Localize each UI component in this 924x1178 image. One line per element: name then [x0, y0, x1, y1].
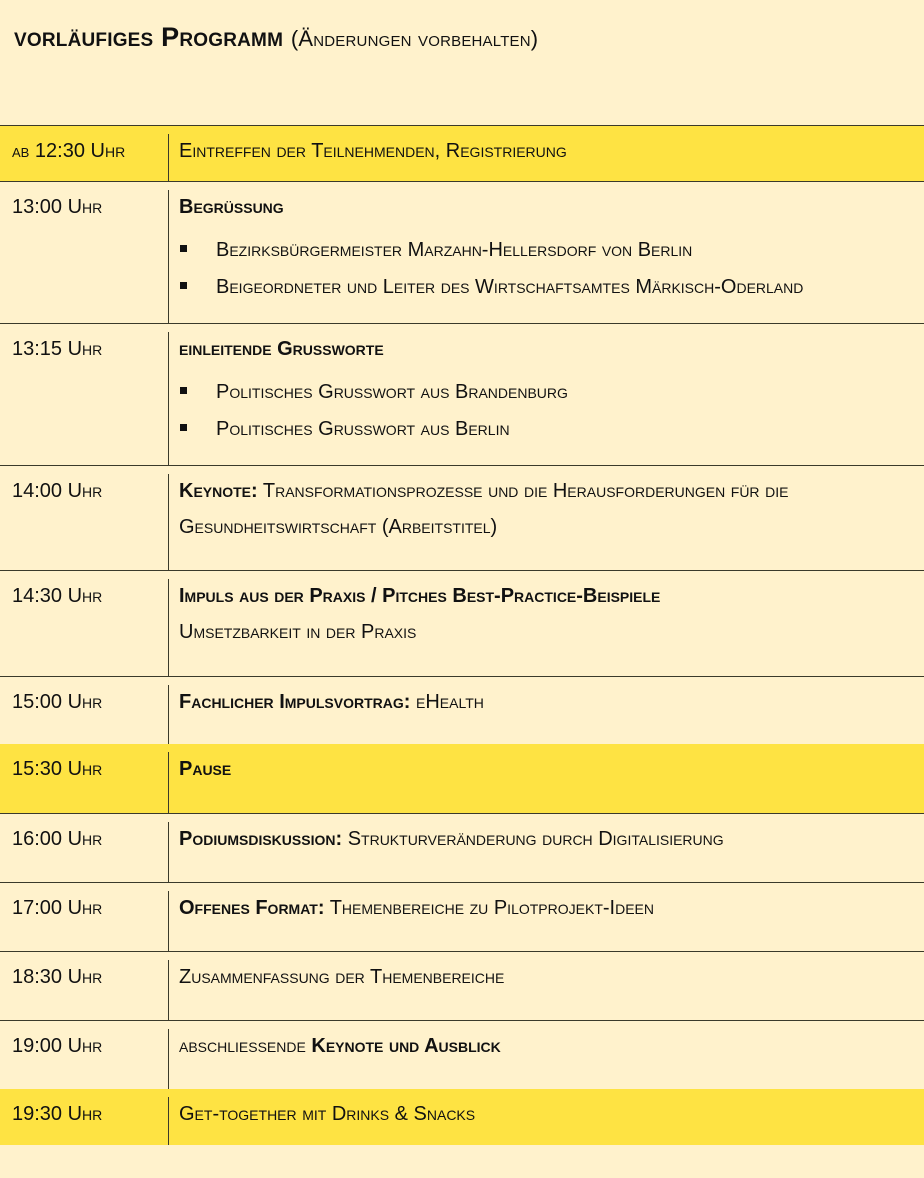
row-time: 13:15 Uhr	[12, 338, 103, 360]
bullet-square-icon	[180, 424, 187, 431]
column-divider	[168, 332, 169, 465]
program-row-1930	[0, 1089, 924, 1145]
row-time: 15:30 Uhr	[12, 758, 103, 780]
program-table	[0, 125, 924, 1145]
row-title-bold: Pause	[179, 758, 232, 780]
row-title: Strukturveränderung durch Digitalisierung	[347, 828, 724, 850]
row-description	[179, 473, 914, 545]
row-subtitle: Umsetzbarkeit in der Praxis	[179, 621, 417, 643]
row-title-bold: Begrüßung	[179, 196, 284, 218]
bullet-list	[179, 374, 914, 448]
program-row-1600	[0, 813, 924, 882]
row-description	[179, 331, 914, 448]
column-divider	[168, 474, 169, 570]
list-item-text: Politisches Grußwort aus Berlin	[216, 418, 510, 440]
row-time: 14:00 Uhr	[12, 480, 103, 502]
row-title-pre: abschließende	[179, 1035, 306, 1057]
program-row-1700	[0, 882, 924, 951]
column-divider	[168, 752, 169, 813]
column-divider	[168, 891, 169, 951]
program-row-1300	[0, 181, 924, 323]
list-item-text: Bezirksbürgermeister Marzahn-Hellersdorf von Berlin	[216, 239, 693, 261]
row-title-bold: Keynote und Ausblick	[311, 1035, 501, 1057]
row-title-bold: Offenes Format:	[179, 897, 325, 919]
column-divider	[168, 685, 169, 744]
row-time	[12, 140, 125, 163]
row-title: Eintreffen der Teilnehmenden, Registrierung	[179, 140, 567, 162]
program-row-1500	[0, 676, 924, 744]
row-description	[179, 959, 914, 995]
row-time: 16:00 Uhr	[12, 828, 103, 850]
row-title-line2: Gesundheitswirtschaft (Arbeitstitel)	[179, 516, 498, 538]
list-item	[179, 269, 914, 306]
row-description	[179, 751, 914, 787]
row-title-bold: Impuls aus der Praxis / Pitches Best-Practice-Beispiele	[179, 585, 661, 607]
row-time: 15:00 Uhr	[12, 691, 103, 713]
column-divider	[168, 1029, 169, 1089]
row-time: 19:30 Uhr	[12, 1103, 103, 1125]
row-description	[179, 684, 914, 720]
page-title-text: vorläufiges Programm	[14, 22, 284, 52]
row-description	[179, 133, 914, 169]
row-title-bold: einleitende Grußworte	[179, 338, 384, 360]
column-divider	[168, 579, 169, 676]
list-item	[179, 411, 914, 448]
row-time: 18:30 Uhr	[12, 966, 103, 988]
program-row-1530	[0, 744, 924, 813]
program-row-1230	[0, 125, 924, 181]
row-time: 14:30 Uhr	[12, 585, 103, 607]
list-item-text: Beigeordneter und Leiter des Wirtschaftsamtes Märkisch-Oderland	[216, 276, 804, 298]
row-title: Themenbereiche zu Pilotprojekt-Ideen	[329, 897, 654, 919]
row-description	[179, 189, 914, 306]
bullet-square-icon	[180, 387, 187, 394]
bullet-square-icon	[180, 282, 187, 289]
program-row-1830	[0, 951, 924, 1020]
program-row-1315	[0, 323, 924, 465]
column-divider	[168, 134, 169, 181]
program-row-1430	[0, 570, 924, 676]
bullet-list	[179, 232, 914, 306]
row-description	[179, 1028, 914, 1064]
row-description	[179, 890, 914, 926]
row-title: Zusammenfassung der Themenbereiche	[179, 966, 505, 988]
column-divider	[168, 1097, 169, 1145]
program-row-1400	[0, 465, 924, 570]
program-row-1900	[0, 1020, 924, 1089]
row-title-bold: Podiumsdiskussion:	[179, 828, 343, 850]
column-divider	[168, 190, 169, 323]
list-item	[179, 232, 914, 269]
row-description	[179, 821, 914, 857]
row-time: 13:00 Uhr	[12, 196, 103, 218]
row-title: Transformationsprozesse und die Herausforderungen für die	[262, 480, 789, 502]
time-prefix: ab	[12, 141, 30, 161]
time-value: 12:30 Uhr	[34, 140, 126, 162]
row-title: Get-together mit Drinks & Snacks	[179, 1103, 476, 1125]
column-divider	[168, 822, 169, 882]
column-divider	[168, 960, 169, 1020]
row-title: eHealth	[416, 691, 484, 713]
bullet-square-icon	[180, 245, 187, 252]
list-item-text: Politisches Grußwort aus Brandenburg	[216, 381, 568, 403]
row-description	[179, 578, 914, 650]
row-title-bold: Fachlicher Impulsvortrag:	[179, 691, 411, 713]
page-title-note: (Änderungen vorbehalten)	[290, 26, 539, 51]
page-title	[14, 22, 538, 53]
row-time: 17:00 Uhr	[12, 897, 103, 919]
row-title-bold: Keynote:	[179, 480, 258, 502]
list-item	[179, 374, 914, 411]
row-time: 19:00 Uhr	[12, 1035, 103, 1057]
row-description	[179, 1096, 914, 1132]
